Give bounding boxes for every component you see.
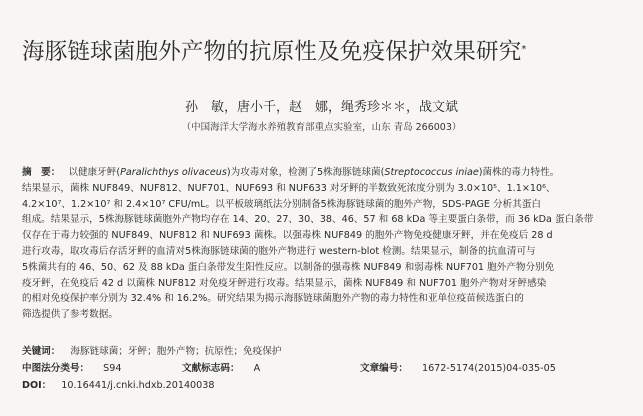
abstract: [22, 165, 623, 323]
doc-code-label: 文献标志码：: [182, 363, 240, 374]
keywords: [22, 344, 623, 359]
abstract-line: 疫牙鲆，在免疫后 42 d 以菌株 NUF812 对免疫牙鲆进行攻毒。结果显示，菌株 NUF849 和 NUF701 胞外产物对牙鲆感染: [22, 277, 547, 289]
abstract-label: 摘 要：: [22, 167, 61, 178]
author-list: 孙 敏，唐小千，赵 娜，绳秀珍＊＊，战文斌: [184, 100, 458, 115]
article-number-label: 文章编号：: [360, 363, 408, 374]
abstract-line: 5株菌共有的 46、50、62 及 88 kDa 蛋白条带发生阳性反应。以制备的强毒株 NUF849 和弱毒株 NUF701 胞外产物分别免: [22, 261, 555, 273]
abstract-line-1: [22, 165, 623, 181]
article-number-value: 1672-5174(2015)04-035-05: [421, 363, 556, 374]
author-affiliation: （中国海洋大学海水养殖教育部重点实验室，山东 青岛 266003）: [181, 122, 462, 133]
abstract-line: 组成。结果显示，5株海豚链球菌胞外产物均存在 14、20、27、30、38、46、57 和 68 kDa 等主要蛋白条带，而 36 kDa 蛋白条带: [22, 214, 594, 226]
species-name-italic: Paralichthys olivaceus: [120, 167, 227, 178]
doi-row: [22, 378, 623, 393]
abstract-line: 4.2×10⁷、1.2×10⁷ 和 2.4×10⁷ CFU/mL。以平板玻璃纸法分别制备5株海豚链球菌的胞外产物，SDS-PAGE 分析其蛋白: [22, 198, 542, 210]
abstract-text: )菌株的毒力特性。: [478, 167, 560, 178]
abstract-line: 筛选提供了参考数据。: [22, 309, 118, 321]
abstract-line: 结果显示，菌株 NUF849、NUF812、NUF701、NUF693 和 NUF633 对牙鲆的半数致死浓度分别为 3.0×10⁵、1.1×10⁶、: [22, 182, 556, 194]
abstract-text: )为攻毒对象，检测了5株海豚链球菌(: [226, 167, 385, 178]
keywords-label: 关键词：: [22, 346, 61, 357]
doc-code-cell: [182, 361, 260, 376]
clc-cell: [22, 361, 121, 376]
keywords-text: 海豚链球菌；牙鲆；胞外产物；抗原性；免疫保护: [70, 346, 282, 357]
abstract-line: 进行攻毒，取攻毒后存活牙鲆的血清对5株海豚链球菌的胞外产物进行 western-blot 检测。结果显示，制备的抗血清可与: [22, 245, 536, 257]
clc-label: 中图法分类号：: [22, 363, 90, 374]
doi-label: DOI：: [22, 380, 52, 391]
clc-value: S94: [103, 363, 122, 374]
title-footnote-mark: *: [521, 44, 527, 55]
doc-code-value: A: [253, 363, 261, 374]
abstract-text: 以健康牙鲆(: [68, 167, 121, 178]
abstract-line: 仅存在于毒力较强的 NUF849、NUF812 和 NUF693 菌株。以强毒株 NUF849 的胞外产物免疫健康牙鲆，并在免疫后 28 d: [22, 230, 553, 242]
article-number-cell: [360, 361, 556, 376]
paper-title-text: 海豚链球菌胞外产物的抗原性及免疫保护效果研究: [22, 39, 522, 65]
paper-title: [22, 38, 621, 66]
abstract-line: 的相对免疫保护率分别为 32.4% 和 16.2%。研究结果为揭示海豚链球菌胞外产物的毒力特性和亚单位疫苗候选蛋白的: [22, 293, 524, 305]
species-name-italic: Streptococcus iniae: [384, 167, 479, 178]
doi-value: 10.16441/j.cnki.hdxb.20140038: [61, 380, 215, 391]
